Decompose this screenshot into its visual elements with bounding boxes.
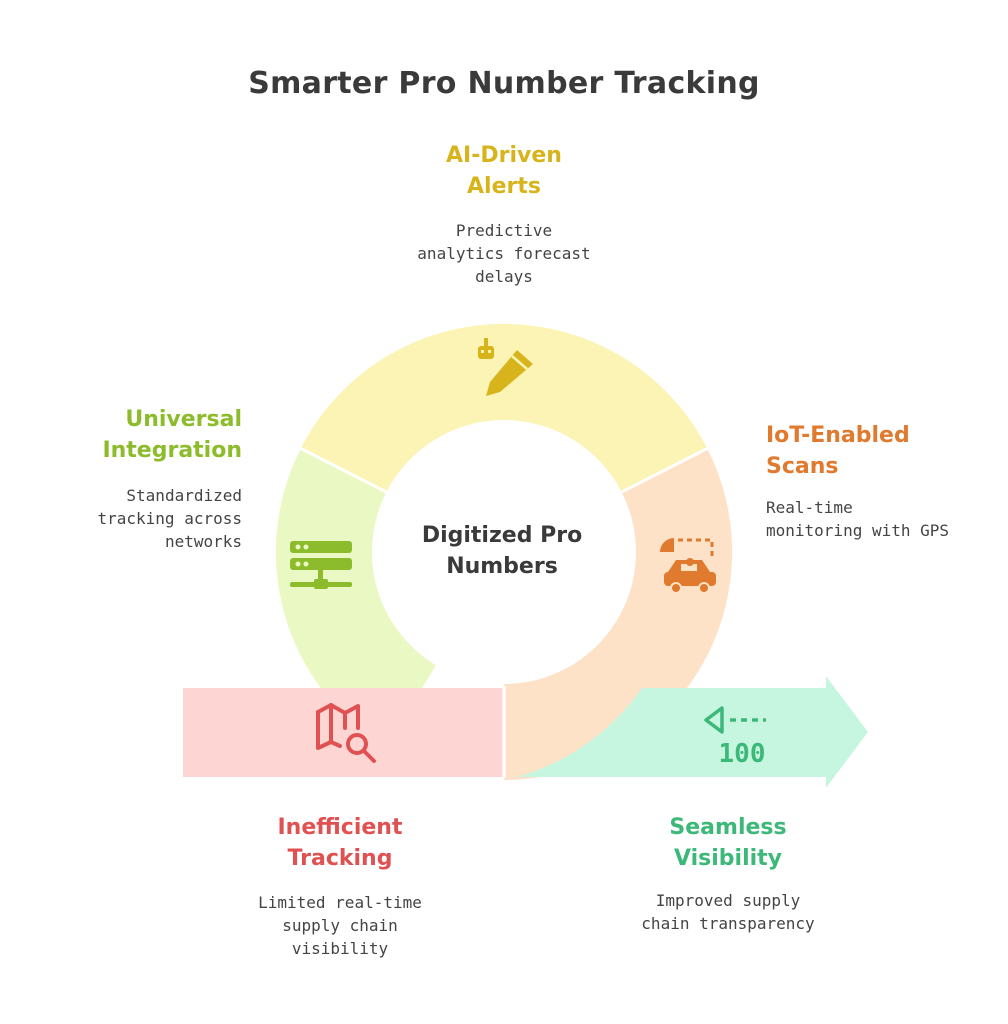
integration-heading (20, 404, 242, 466)
integration-desc-line3: networks (164, 532, 242, 551)
inefficient-desc-line1: Limited real-time (258, 893, 422, 912)
seamless-desc-line2: chain transparency (641, 914, 815, 933)
bar-inefficient (183, 688, 503, 777)
integration-desc-line1: Standardized (126, 486, 242, 505)
alerts-heading-line1: AI-Driven (446, 143, 562, 168)
page-title: Smarter Pro Number Tracking (248, 66, 760, 101)
inefficient-heading-line1: Inefficient (277, 815, 403, 840)
seamless-description (598, 889, 858, 935)
seamless-desc-line1: Improved supply (655, 891, 801, 910)
alerts-desc-line1: Predictive (455, 221, 553, 240)
iot-desc-line1: Real-time (766, 498, 853, 517)
iot-description (766, 496, 1002, 542)
alerts-heading-line2: Alerts (467, 174, 541, 199)
seamless-heading-line1: Seamless (669, 815, 787, 840)
alerts-heading (384, 140, 624, 202)
integration-heading-line1: Universal (125, 407, 242, 432)
inefficient-desc-line3: visibility (291, 939, 389, 958)
iot-heading (766, 420, 996, 482)
iot-heading-line1: IoT-Enabled (766, 423, 910, 448)
center-label-line2: Numbers (446, 554, 558, 579)
inefficient-heading-line2: Tracking (287, 846, 393, 871)
iot-heading-line2: Scans (766, 454, 839, 479)
integration-heading-line2: Integration (102, 438, 242, 463)
inefficient-heading (220, 812, 460, 874)
integration-description (20, 484, 242, 553)
iot-desc-line2: monitoring with GPS (766, 521, 950, 540)
inefficient-desc-line2: supply chain (282, 916, 398, 935)
integration-desc-line2: tracking across (97, 509, 242, 528)
center-label (390, 520, 614, 582)
seamless-heading (608, 812, 848, 874)
alerts-desc-line2: analytics forecast (417, 244, 591, 263)
alerts-desc-line3: delays (475, 267, 533, 286)
seamless-heading-line2: Visibility (673, 846, 783, 871)
ring-segment-alerts (301, 324, 707, 492)
alerts-description (374, 219, 634, 288)
inefficient-description (210, 891, 470, 960)
center-label-line1: Digitized Pro (421, 523, 583, 548)
speed-100-text: 100 (718, 739, 766, 769)
